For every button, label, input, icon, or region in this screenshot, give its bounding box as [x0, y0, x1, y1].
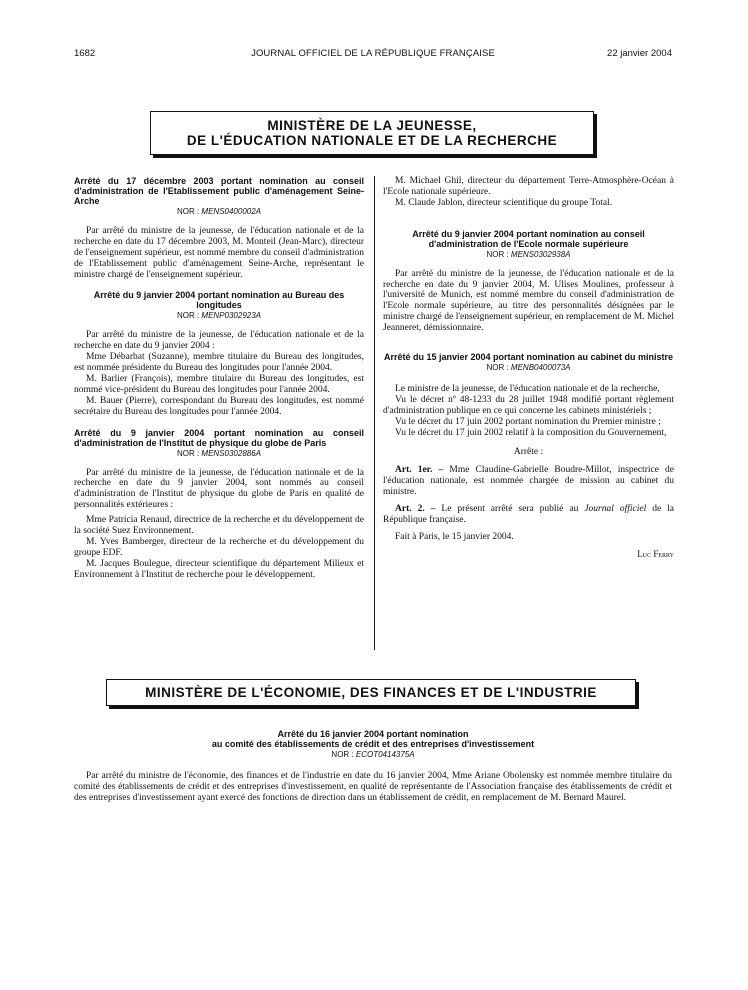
article-text: Mme Claudine-Gabrielle Boudre-Millot, inspectrice de l'éducation nationale, est nommée chargée de mission au cabinet du ministre.	[383, 465, 674, 498]
ministry-heading-education	[150, 111, 594, 155]
article-label: Art. 2. –	[395, 504, 436, 515]
nor-label: NOR :	[331, 750, 356, 759]
decree-title: Arrêté du 15 janvier 2004 portant nomination au cabinet du ministre	[383, 352, 674, 363]
decree-paragraph: Par arrêté du ministre de la jeunesse, de l'éducation nationale et de la recherche en date du 17 décembre 2003, M. Monteil (Jean-Marc), directeur de l'enseignement supérieur, est nommé membre du conseil d'administration de l'Etablissement public d'aménagement Seine-Arche, représentant le ministre chargé de l'enseignement supérieur.	[74, 225, 364, 280]
decree-paragraph: Vu le décret du 17 juin 2002 relatif à la composition du Gouvernement,	[395, 427, 667, 438]
decree-title: Arrêté du 17 décembre 2003 portant nomination au conseil d'administration de l'Etablissement public d'aménagement Seine-Arche	[74, 176, 364, 206]
decree-paragraph: M. Jacques Boulegue, directeur scientifique du département Milieux et Environnement à l'Institut de recherche pour le développement.	[74, 558, 364, 580]
issue-date: 22 janvier 2004	[607, 48, 672, 59]
nor-reference	[74, 750, 672, 761]
column-divider	[374, 176, 375, 650]
nor-reference	[383, 250, 674, 261]
decree-title: Arrêté du 9 janvier 2004 portant nomination au conseil d'administration de l'Ecole normale supérieure	[412, 228, 645, 249]
decree-paragraph: Vu le décret nº 48-1233 du 28 juillet 1948 modifié portant règlement d'administration publique en ce qui concerne les cabinets ministériels ;	[383, 394, 674, 416]
page-number: 1682	[74, 48, 96, 59]
decree-title: Arrêté du 9 janvier 2004 portant nomination au conseil d'administration de l'Institut de physique du globe de Paris	[74, 427, 364, 448]
decree-paragraph: M. Barlier (François), membre titulaire du Bureau des longitudes, est nommé vice-président du Bureau des longitudes pour l'année 2004.	[74, 373, 364, 395]
nor-label: NOR :	[176, 448, 202, 458]
decree-paragraph: Le ministre de la jeunesse, de l'éducation nationale et de la recherche,	[395, 383, 660, 394]
decree-title-line2: au comité des établissements de crédit et des entreprises d'investissement	[211, 739, 535, 749]
decree-ecole-normale	[383, 229, 674, 334]
nor-code: ECOT0414375A	[355, 750, 415, 759]
decree-paragraph: M. Yves Bamberger, directeur de la recherche et du développement du groupe EDF.	[74, 536, 364, 558]
decree-continuation	[383, 176, 674, 209]
decree-paragraph: Mme Patricia Renaud, directrice de la recherche et du développement de la société Suez Environnement.	[74, 515, 364, 537]
signature: Luc Ferry	[637, 548, 674, 559]
ministry-heading-line1: MINISTÈRE DE L'ÉCONOMIE, DES FINANCES ET DE L'INDUSTRIE	[145, 685, 597, 700]
article-1	[383, 465, 674, 498]
nor-reference	[383, 363, 674, 374]
nor-reference	[74, 311, 364, 322]
nor-label: NOR :	[486, 363, 511, 373]
page-header	[74, 48, 672, 62]
article-text: Le présent arrêté sera publié au	[435, 504, 585, 515]
nor-reference	[74, 449, 364, 460]
decree-paragraph: Mme Débarbat (Suzanne), membre titulaire du Bureau des longitudes, est nommée présidente du Bureau des longitudes pour l'année 2004.	[74, 352, 364, 374]
decree-institut-physique	[74, 428, 364, 581]
done-at-line: Fait à Paris, le 15 janvier 2004.	[395, 531, 514, 542]
decree-paragraph: Par arrêté du ministre de la jeunesse, de l'éducation nationale et de la recherche en date du 9 janvier 2004 :	[74, 330, 364, 352]
left-column	[74, 176, 364, 581]
decree-paragraph: Par arrêté du ministre de la jeunesse, de l'éducation nationale et de la recherche en date du 9 janvier 2004, sont nommés au conseil d'administration de l'Institut de physique du globe de Paris en qualité de personnalités extérieures :	[74, 467, 364, 511]
decree-title-line1: Arrêté du 16 janvier 2004 portant nomination	[277, 729, 469, 739]
decree-bureau-longitudes	[74, 290, 364, 417]
nor-label: NOR :	[486, 249, 511, 259]
right-column	[383, 176, 674, 560]
nor-label: NOR :	[176, 207, 202, 216]
arrete-line: Arrête :	[513, 446, 544, 457]
article-2	[383, 504, 674, 526]
ministry-heading-economy	[106, 679, 636, 706]
decree-cabinet-ministre	[383, 352, 674, 560]
decree-paragraph: M. Michael Ghil, directeur du département Terre-Atmosphère-Océan à l'Ecole nationale supérieure.	[383, 176, 674, 197]
journal-name: Journal officiel	[584, 504, 647, 515]
nor-code: MENS0302886A	[201, 448, 262, 458]
decree-paragraph: Par arrêté du ministre de la jeunesse, de l'éducation nationale et de la recherche en date du 9 janvier 2004, M. Ulises Moulines, professeur à l'université de Munich, est nommé membre du conseil d'administration de l'Ecole normale supérieure, au titre des personnalités désignées par le ministre chargé de l'enseignement supérieur, en remplacement de M. Michel Jeanneret, démissionnaire.	[383, 268, 674, 334]
article-label: Art. 1er. –	[395, 465, 444, 476]
decree-title: Arrêté du 9 janvier 2004 portant nomination au Bureau des longitudes	[93, 290, 345, 311]
decree-paragraph: M. Bauer (Pierre), correspondant du Bureau des longitudes, est nommé secrétaire du Bureau des longitudes pour l'année 2004.	[74, 395, 364, 417]
nor-code: MENS0302938A	[510, 249, 571, 259]
decree-credit-committee	[74, 729, 672, 804]
nor-code: MENP0302923A	[201, 311, 262, 321]
nor-code: MENB0400073A	[510, 363, 571, 373]
nor-code: MENS0400002A	[201, 207, 262, 216]
ministry-heading-line1: MINISTÈRE DE LA JEUNESSE,	[267, 118, 477, 133]
decree-seine-arche	[74, 176, 364, 280]
decree-paragraph: Par arrêté du ministre de l'économie, des finances et de l'industrie en date du 16 janvier 2004, Mme Ariane Obolensky est nommée membre titulaire du comité des établissements de crédit et des entreprises d'investissement, en qualité de représentante de l'Association française des établissements de crédit et des entreprises d'investissement ayant exercé des fonctions de direction dans un établissement de crédit, en remplacement de M. Bernard Maurel.	[74, 770, 672, 803]
decree-paragraph: Vu le décret du 17 juin 2002 portant nomination du Premier ministre ;	[395, 416, 661, 427]
nor-reference	[74, 207, 364, 218]
article-text: de la République française.	[383, 504, 674, 526]
journal-title: JOURNAL OFFICIEL DE LA RÉPUBLIQUE FRANÇAISE	[251, 48, 495, 59]
nor-label: NOR :	[176, 311, 202, 321]
ministry-heading-line2: DE L'ÉDUCATION NATIONALE ET DE LA RECHERCHE	[186, 133, 558, 148]
decree-paragraph: M. Claude Jablon, directeur scientifique du groupe Total.	[395, 197, 613, 208]
